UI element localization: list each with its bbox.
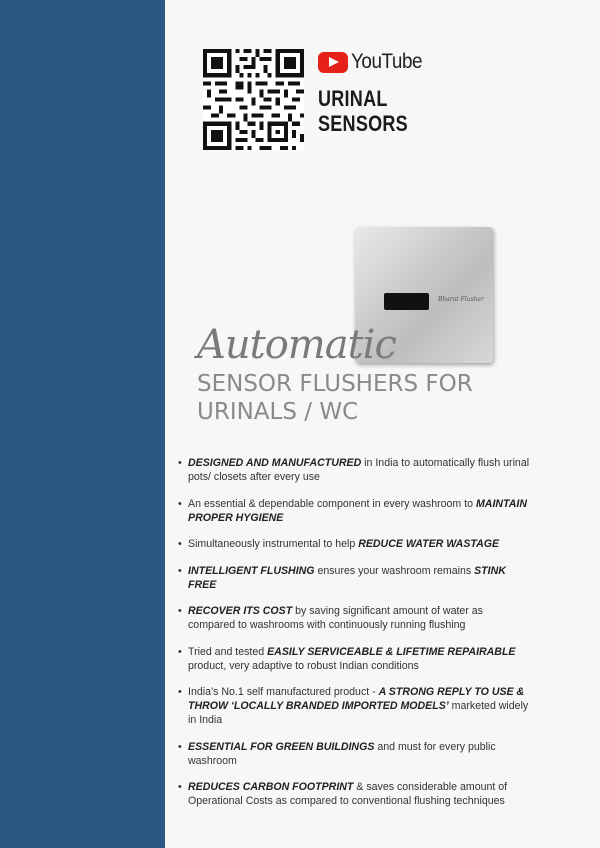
youtube-label: YouTube: [351, 50, 423, 73]
bullet-text: product, very adaptive to robust Indian conditions: [188, 659, 419, 672]
device-brand: Bharat Flusher: [438, 296, 484, 303]
bullet-emphasis: A STRONG REPLY TO USE & THROW ‘LOCALLY BRANDED IMPORTED MODELS’: [188, 686, 525, 712]
bullet-emphasis: REDUCES CARBON FOOTPRINT: [188, 781, 354, 793]
left-color-band: [0, 0, 165, 848]
script-heading: Automatic: [197, 322, 396, 368]
title-line-1: URINAL: [318, 86, 388, 111]
list-item: [178, 740, 533, 768]
bullet-text: by saving significant amount of water as compared to washrooms with continuously running flushing: [188, 605, 483, 631]
youtube-logo[interactable]: [318, 50, 430, 74]
list-item: [178, 645, 533, 673]
bullet-text: Tried and tested: [188, 645, 268, 658]
heading-line-2: URINALS / WC: [197, 399, 359, 425]
bullet-emphasis: RECOVER ITS COST: [188, 605, 293, 617]
bullet-emphasis: EASILY SERVICEABLE & LIFETIME REPAIRABLE: [267, 645, 516, 658]
list-item: [178, 537, 533, 551]
feature-list: [178, 456, 533, 821]
bullet-text: India’s No.1 self manufactured product -: [188, 686, 379, 698]
list-item: [178, 685, 533, 727]
section-heading: [197, 370, 473, 426]
qr-code[interactable]: [203, 49, 304, 150]
list-item: [178, 604, 533, 632]
sensor-window: [384, 293, 429, 310]
bullet-text: marketed widely in India: [188, 700, 529, 726]
bullet-emphasis: ESSENTIAL FOR GREEN BUILDINGS: [188, 740, 375, 753]
heading-line-1: SENSOR FLUSHERS FOR: [197, 371, 473, 397]
bullet-text: in India to automatically flush urinal pots/ closets after every use: [188, 457, 530, 483]
bullet-text: Simultaneously instrumental to help: [188, 538, 359, 550]
bullet-text: and must for every public washroom: [188, 740, 496, 767]
page-title: [318, 86, 408, 136]
bullet-emphasis: REDUCE WATER WASTAGE: [358, 538, 500, 550]
youtube-play-icon: [318, 52, 348, 73]
list-item: [178, 456, 533, 484]
list-item: [178, 780, 533, 808]
bullet-text: ensures your washroom remains: [314, 564, 475, 577]
bullet-emphasis: STINK FREE: [188, 564, 506, 591]
bullet-emphasis: MAINTAIN PROPER HYGIENE: [188, 497, 527, 524]
bullet-emphasis: DESIGNED AND MANUFACTURED: [188, 457, 362, 469]
list-item: [178, 497, 533, 525]
title-line-2: SENSORS: [318, 111, 408, 136]
bullet-text: An essential & dependable component in every washroom to: [188, 497, 476, 510]
bullet-text: & saves considerable amount of Operational Costs as compared to conventional flushing techniques: [188, 781, 508, 807]
bullet-emphasis: INTELLIGENT FLUSHING: [188, 564, 315, 577]
list-item: [178, 564, 533, 592]
